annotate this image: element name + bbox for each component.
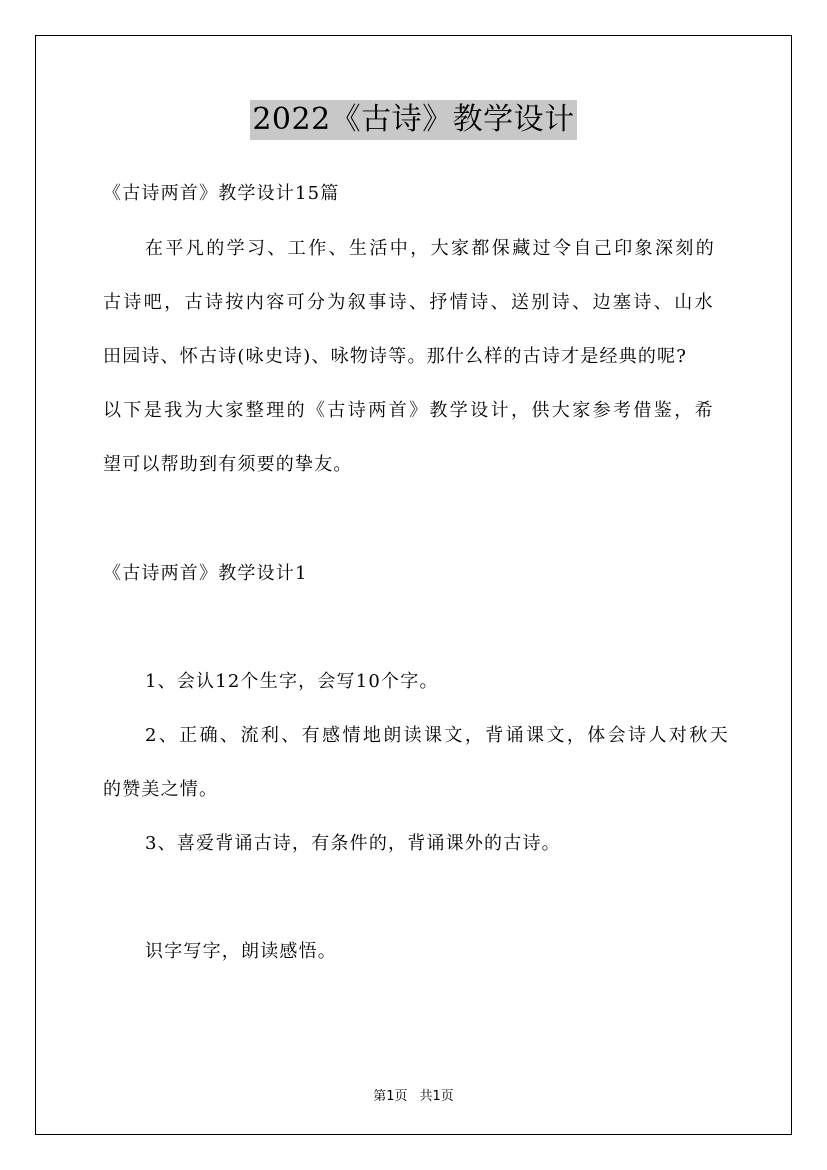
page-total: 共1页: [419, 1089, 454, 1104]
title-container: [0, 100, 827, 140]
intro-line: 在平凡的学习、工作、生活中，大家都保藏过令自己印象深刻的: [145, 238, 717, 259]
section-heading: 《古诗两首》教学设计1: [103, 563, 308, 584]
focus-line: 识字写字，朗读感悟。: [145, 941, 337, 962]
goal-line: 2、正确、流利、有感情地朗读课文，背诵课文，体会诗人对秋天: [145, 725, 731, 746]
intro-line: 望可以帮助到有须要的挚友。: [103, 454, 353, 475]
document-title: 2022《古诗》教学设计: [250, 100, 576, 140]
subtitle: 《古诗两首》教学设计15篇: [103, 183, 340, 204]
intro-line: 古诗吧，古诗按内容可分为叙事诗、抒情诗、送别诗、边塞诗、山水: [103, 292, 715, 313]
goal-line: 的赞美之情。: [103, 779, 219, 800]
intro-line: 以下是我为大家整理的《古诗两首》教学设计，供大家参考借鉴，希: [103, 400, 715, 421]
intro-line: 田园诗、怀古诗(咏史诗)、咏物诗等。那什么样的古诗才是经典的呢?: [103, 346, 688, 367]
goal-line: 3、喜爱背诵古诗，有条件的，背诵课外的古诗。: [145, 833, 561, 854]
page-footer: [0, 1085, 827, 1104]
page-number: 第1页: [373, 1089, 408, 1104]
goal-line: 1、会认12个生字，会写10个字。: [145, 671, 439, 692]
